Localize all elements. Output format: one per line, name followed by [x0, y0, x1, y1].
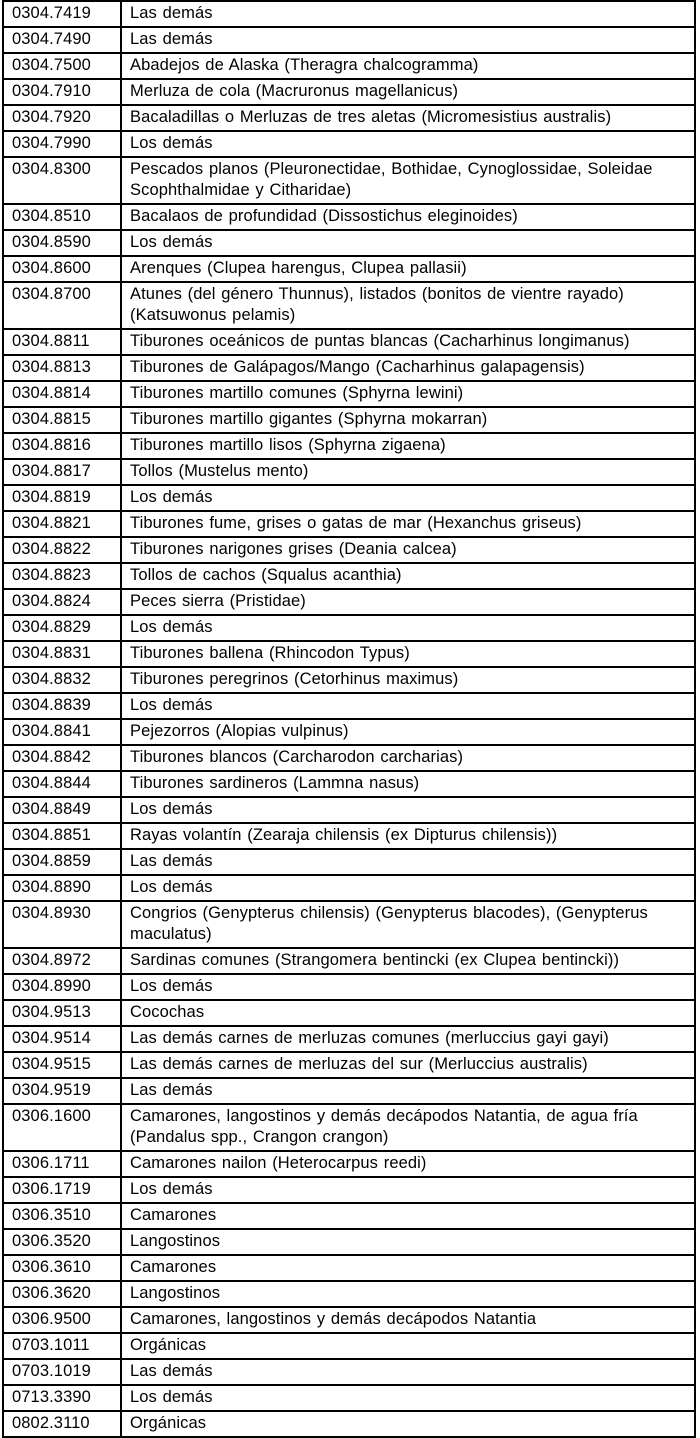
tariff-description: Tiburones martillo comunes (Sphyrna lewini): [121, 381, 695, 407]
table-row: [3, 589, 695, 615]
table-row: [3, 27, 695, 53]
tariff-description: Tiburones blancos (Carcharodon carcharias): [121, 745, 695, 771]
tariff-description: Tiburones martillo lisos (Sphyrna zigaena): [121, 433, 695, 459]
tariff-description: Las demás carnes de merluzas del sur (Merluccius australis): [121, 1052, 695, 1078]
tariff-description: Orgánicas: [121, 1333, 695, 1359]
table-row: [3, 797, 695, 823]
tariff-code: 0304.8849: [3, 797, 121, 823]
tariff-description: Las demás: [121, 1078, 695, 1104]
table-row: [3, 282, 695, 329]
tariff-code: 0802.3110: [3, 1411, 121, 1437]
table-row: [3, 823, 695, 849]
table-row: [3, 719, 695, 745]
tariff-code: 0304.8824: [3, 589, 121, 615]
table-row: [3, 563, 695, 589]
tariff-description: Los demás: [121, 615, 695, 641]
tariff-description: Tiburones fume, grises o gatas de mar (Hexanchus griseus): [121, 511, 695, 537]
tariff-description: Los demás: [121, 693, 695, 719]
tariff-description: Tollos (Mustelus mento): [121, 459, 695, 485]
tariff-description: Tiburones peregrinos (Cetorhinus maximus): [121, 667, 695, 693]
table-row: [3, 511, 695, 537]
tariff-code: 0304.9513: [3, 1000, 121, 1026]
table-row: [3, 901, 695, 948]
tariff-code: 0304.8832: [3, 667, 121, 693]
table-row: [3, 1359, 695, 1385]
tariff-description: Camarones: [121, 1203, 695, 1229]
table-row: [3, 875, 695, 901]
tariff-description: Orgánicas: [121, 1411, 695, 1437]
tariff-code: 0304.8831: [3, 641, 121, 667]
tariff-description: Tiburones sardineros (Lammna nasus): [121, 771, 695, 797]
tariff-code: 0713.3390: [3, 1385, 121, 1411]
tariff-description: Los demás: [121, 797, 695, 823]
tariff-description: Langostinos: [121, 1281, 695, 1307]
tariff-table-body: [3, 1, 695, 1437]
table-row: [3, 1255, 695, 1281]
tariff-code: 0304.8823: [3, 563, 121, 589]
table-row: [3, 1104, 695, 1151]
tariff-description: Bacalaos de profundidad (Dissostichus eleginoides): [121, 204, 695, 230]
table-row: [3, 641, 695, 667]
tariff-code: 0306.9500: [3, 1307, 121, 1333]
tariff-description: Camarones, langostinos y demás decápodos Natantia: [121, 1307, 695, 1333]
table-row: [3, 157, 695, 204]
tariff-code: 0304.8859: [3, 849, 121, 875]
table-row: [3, 1078, 695, 1104]
tariff-description: Abadejos de Alaska (Theragra chalcogramma): [121, 53, 695, 79]
table-row: [3, 459, 695, 485]
table-row: [3, 355, 695, 381]
tariff-description: Atunes (del género Thunnus), listados (bonitos de vientre rayado) (Katsuwonus pelamis): [121, 282, 695, 329]
tariff-code: 0304.8842: [3, 745, 121, 771]
tariff-code: 0304.8700: [3, 282, 121, 329]
tariff-code: 0304.8590: [3, 230, 121, 256]
tariff-description: Sardinas comunes (Strangomera bentincki (ex Clupea bentincki)): [121, 948, 695, 974]
tariff-code: 0304.8990: [3, 974, 121, 1000]
tariff-code: 0304.8819: [3, 485, 121, 511]
table-row: [3, 1229, 695, 1255]
tariff-description: Merluza de cola (Macruronus magellanicus): [121, 79, 695, 105]
table-row: [3, 745, 695, 771]
tariff-code: 0304.8822: [3, 537, 121, 563]
tariff-code: 0304.7490: [3, 27, 121, 53]
table-row: [3, 256, 695, 282]
tariff-code: 0703.1011: [3, 1333, 121, 1359]
tariff-code: 0304.9519: [3, 1078, 121, 1104]
tariff-code: 0304.8841: [3, 719, 121, 745]
tariff-code: 0306.3620: [3, 1281, 121, 1307]
table-row: [3, 1052, 695, 1078]
table-row: [3, 948, 695, 974]
table-row: [3, 849, 695, 875]
tariff-code: 0304.7990: [3, 131, 121, 157]
tariff-code: 0306.1719: [3, 1177, 121, 1203]
table-row: [3, 1000, 695, 1026]
tariff-description: Las demás: [121, 27, 695, 53]
table-row: [3, 1177, 695, 1203]
tariff-description: Congrios (Genypterus chilensis) (Genypterus blacodes), (Genypterus maculatus): [121, 901, 695, 948]
table-row: [3, 693, 695, 719]
table-row: [3, 53, 695, 79]
tariff-code: 0304.7910: [3, 79, 121, 105]
table-row: [3, 79, 695, 105]
tariff-code: 0304.8815: [3, 407, 121, 433]
tariff-description: Los demás: [121, 974, 695, 1000]
tariff-code-table: [2, 0, 696, 1438]
tariff-description: Las demás carnes de merluzas comunes (merluccius gayi gayi): [121, 1026, 695, 1052]
table-row: [3, 1385, 695, 1411]
tariff-description: Camarones nailon (Heterocarpus reedi): [121, 1151, 695, 1177]
table-row: [3, 771, 695, 797]
tariff-description: Camarones, langostinos y demás decápodos Natantia, de agua fría (Pandalus spp., Crangon crangon): [121, 1104, 695, 1151]
tariff-description: Langostinos: [121, 1229, 695, 1255]
tariff-code: 0304.8813: [3, 355, 121, 381]
tariff-description: Camarones: [121, 1255, 695, 1281]
table-row: [3, 230, 695, 256]
tariff-code: 0304.8821: [3, 511, 121, 537]
table-row: [3, 105, 695, 131]
table-row: [3, 615, 695, 641]
tariff-code: 0304.7500: [3, 53, 121, 79]
tariff-code: 0304.8930: [3, 901, 121, 948]
tariff-code: 0304.8816: [3, 433, 121, 459]
tariff-code: 0304.8851: [3, 823, 121, 849]
table-row: [3, 131, 695, 157]
tariff-description: Tiburones martillo gigantes (Sphyrna mokarran): [121, 407, 695, 433]
tariff-description: Los demás: [121, 230, 695, 256]
table-row: [3, 1281, 695, 1307]
tariff-description: Tiburones ballena (Rhincodon Typus): [121, 641, 695, 667]
tariff-description: Tiburones oceánicos de puntas blancas (Cacharhinus longimanus): [121, 329, 695, 355]
tariff-code: 0306.1711: [3, 1151, 121, 1177]
tariff-code: 0304.8829: [3, 615, 121, 641]
table-row: [3, 1411, 695, 1437]
tariff-code: 0306.3520: [3, 1229, 121, 1255]
tariff-code: 0304.8844: [3, 771, 121, 797]
tariff-description: Cocochas: [121, 1000, 695, 1026]
tariff-code: 0304.8839: [3, 693, 121, 719]
tariff-description: Rayas volantín (Zearaja chilensis (ex Dipturus chilensis)): [121, 823, 695, 849]
tariff-description: Peces sierra (Pristidae): [121, 589, 695, 615]
tariff-code: 0304.9515: [3, 1052, 121, 1078]
tariff-description: Los demás: [121, 485, 695, 511]
tariff-description: Las demás: [121, 849, 695, 875]
tariff-code: 0306.3510: [3, 1203, 121, 1229]
tariff-description: Arenques (Clupea harengus, Clupea pallasii): [121, 256, 695, 282]
table-row: [3, 204, 695, 230]
table-row: [3, 1, 695, 27]
tariff-description: Tiburones narigones grises (Deania calcea): [121, 537, 695, 563]
tariff-code: 0304.8972: [3, 948, 121, 974]
tariff-code: 0304.7419: [3, 1, 121, 27]
table-row: [3, 537, 695, 563]
table-row: [3, 407, 695, 433]
tariff-code: 0304.8890: [3, 875, 121, 901]
table-row: [3, 433, 695, 459]
tariff-code: 0306.1600: [3, 1104, 121, 1151]
tariff-code: 0304.8510: [3, 204, 121, 230]
tariff-description: Las demás: [121, 1359, 695, 1385]
table-row: [3, 1026, 695, 1052]
tariff-code: 0304.8300: [3, 157, 121, 204]
tariff-code: 0304.8811: [3, 329, 121, 355]
tariff-description: Pescados planos (Pleuronectidae, Bothidae, Cynoglossidae, Soleidae Scophthalmidae y Citharidae): [121, 157, 695, 204]
tariff-description: Tollos de cachos (Squalus acanthia): [121, 563, 695, 589]
table-row: [3, 485, 695, 511]
tariff-code: 0306.3610: [3, 1255, 121, 1281]
tariff-code: 0304.9514: [3, 1026, 121, 1052]
table-row: [3, 667, 695, 693]
table-row: [3, 1333, 695, 1359]
table-row: [3, 329, 695, 355]
table-row: [3, 1203, 695, 1229]
tariff-description: Los demás: [121, 1177, 695, 1203]
tariff-code: 0304.8814: [3, 381, 121, 407]
tariff-description: Los demás: [121, 131, 695, 157]
table-row: [3, 381, 695, 407]
tariff-description: Los demás: [121, 875, 695, 901]
tariff-code: 0703.1019: [3, 1359, 121, 1385]
tariff-code: 0304.8817: [3, 459, 121, 485]
tariff-description: Los demás: [121, 1385, 695, 1411]
table-row: [3, 1151, 695, 1177]
table-row: [3, 974, 695, 1000]
table-row: [3, 1307, 695, 1333]
tariff-description: Bacaladillas o Merluzas de tres aletas (Micromesistius australis): [121, 105, 695, 131]
tariff-description: Tiburones de Galápagos/Mango (Cacharhinus galapagensis): [121, 355, 695, 381]
tariff-code: 0304.8600: [3, 256, 121, 282]
tariff-description: Las demás: [121, 1, 695, 27]
tariff-description: Pejezorros (Alopias vulpinus): [121, 719, 695, 745]
tariff-code: 0304.7920: [3, 105, 121, 131]
